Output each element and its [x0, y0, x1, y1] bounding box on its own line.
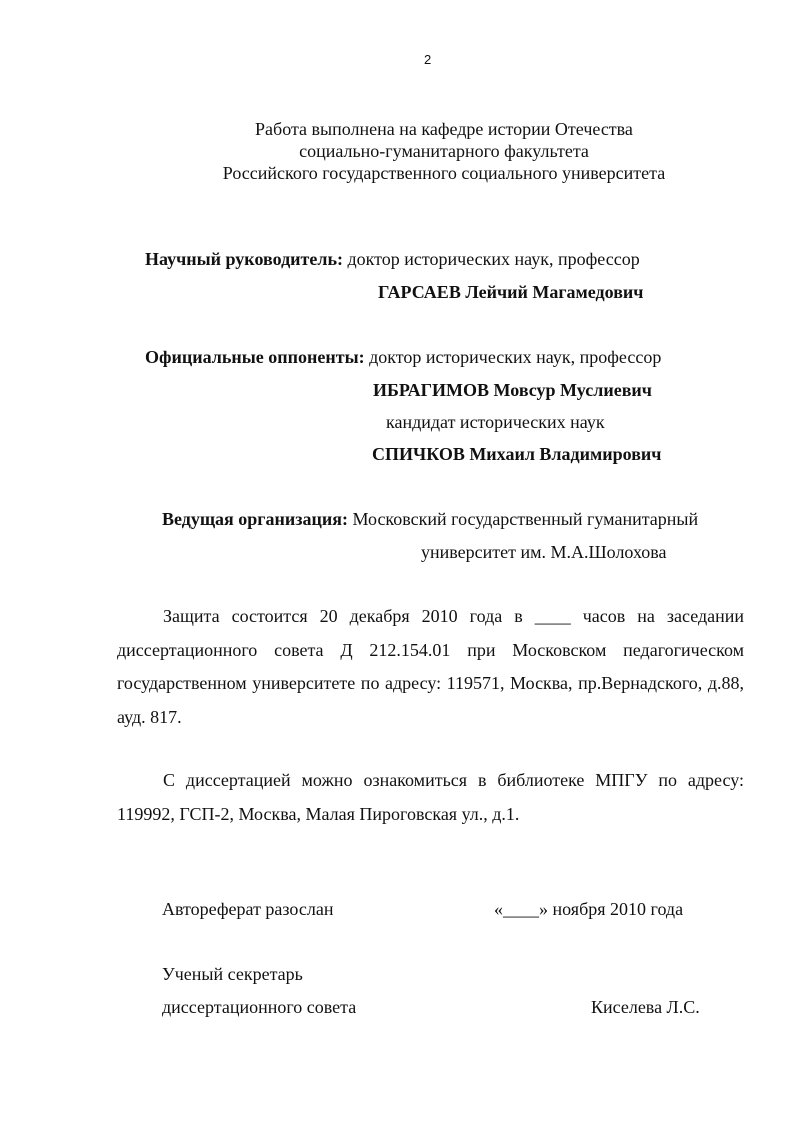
- defense-text: Защита состоится 20 декабря 2010 года в ____ часов на заседании диссертационного совета Д 212.154.01 при Московском педагогическом государственном университете по адресу: 119571, Москва, пр.Вернадского, д.88, ауд. 817.: [117, 606, 744, 727]
- leading-org-line-1: Московский государственный гуманитарный: [352, 509, 699, 529]
- leading-org-line-2: университет им. М.А.Шолохова: [421, 542, 667, 562]
- secretary-title-line-1: Ученый секретарь: [162, 964, 303, 984]
- supervisor-row: [145, 248, 640, 270]
- institution-line-3: Российского государственного социального университета: [222, 163, 666, 183]
- supervisor-degree: доктор исторических наук, профессор: [347, 249, 640, 269]
- opponent-1-name: ИБРАГИМОВ Мовсур Муслиевич: [373, 380, 652, 400]
- library-text: С диссертацией можно ознакомиться в библиотеке МПГУ по адресу: 119992, ГСП-2, Москва, Малая Пироговская ул., д.1.: [117, 770, 744, 824]
- institution-line-1: Работа выполнена на кафедре истории Отечества: [255, 119, 633, 139]
- library-paragraph: [117, 764, 744, 831]
- opponents-row: [145, 346, 661, 368]
- mailing-date: «____» ноября 2010 года: [494, 899, 684, 919]
- opponent-2-degree: кандидат исторических наук: [386, 412, 605, 432]
- page-number: 2: [424, 52, 432, 67]
- supervisor-label: Научный руководитель:: [145, 249, 343, 269]
- institution-line-2: социально-гуманитарного факультета: [299, 141, 589, 161]
- secretary-name: Киселева Л.С.: [591, 997, 700, 1017]
- opponent-1-degree: доктор исторических наук, профессор: [369, 347, 662, 367]
- opponent-2-name: СПИЧКОВ Михаил Владимирович: [372, 444, 662, 464]
- mailing-label: Автореферат разослан: [162, 899, 334, 919]
- defense-paragraph: [117, 600, 744, 734]
- secretary-title-line-2: диссертационного совета: [162, 997, 357, 1017]
- supervisor-name: ГАРСАЕВ Лейчий Магамедович: [378, 282, 644, 302]
- leading-org-label: Ведущая организация:: [162, 509, 348, 529]
- leading-org-row: [162, 508, 698, 530]
- opponents-label: Официальные оппоненты:: [145, 347, 365, 367]
